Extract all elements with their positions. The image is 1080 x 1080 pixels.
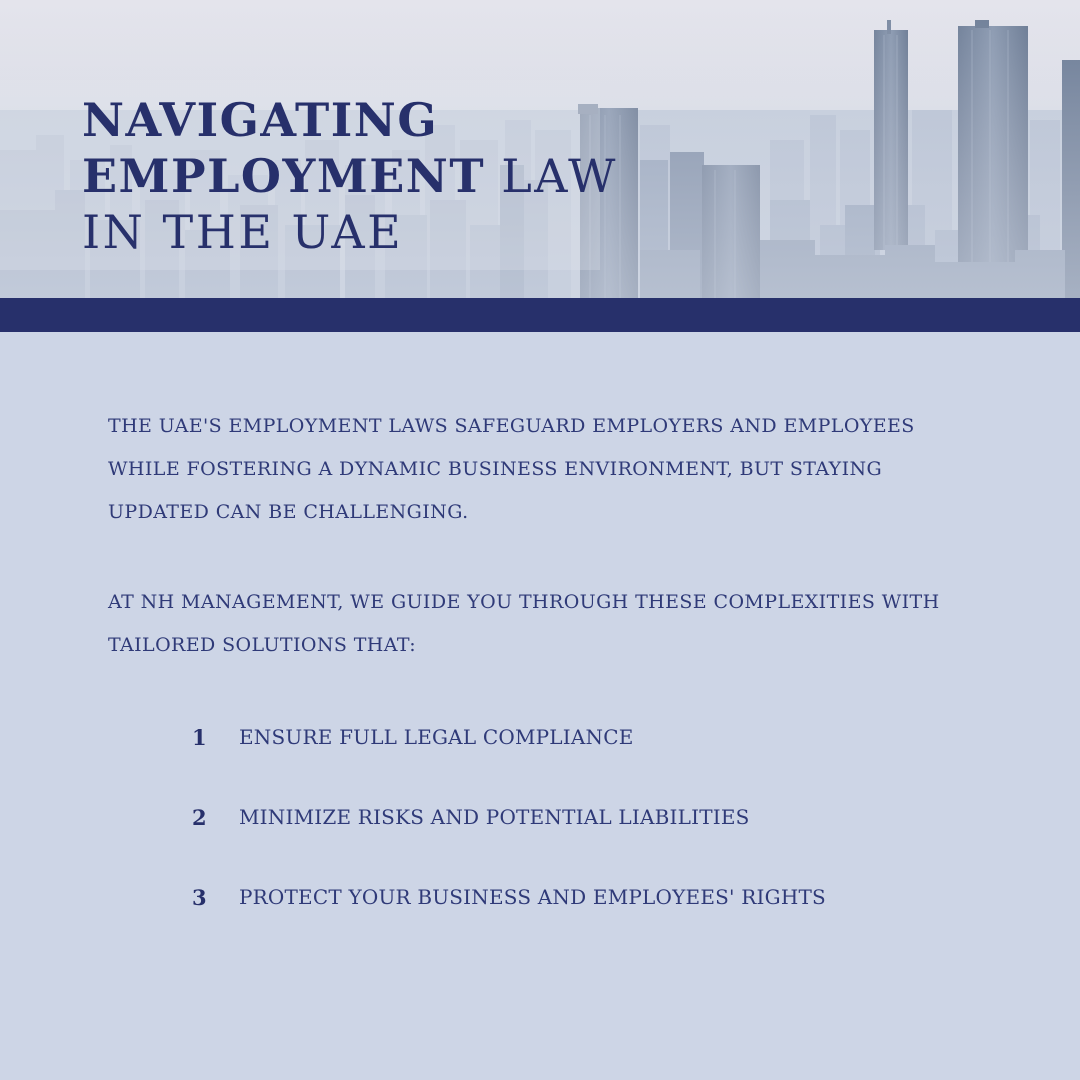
list-item (192, 717, 634, 757)
intro-paragraph: THE UAE'S EMPLOYMENT LAWS SAFEGUARD EMPLOYERS AND EMPLOYEES WHILE FOSTERING A DYNAMIC BUSINESS ENVIRONMENT, BUT STAYING UPDATED CAN BE CHALLENGING. (108, 415, 915, 523)
title-line-2-bold: EMPLOYMENT (82, 149, 486, 203)
skyline-banner (0, 0, 1080, 298)
list-number: 2 (192, 804, 207, 830)
list-text: MINIMIZE RISKS AND POTENTIAL LIABILITIES (239, 805, 750, 829)
title-line-2-light: LAW (501, 149, 618, 203)
list-item (192, 877, 826, 917)
solutions-paragraph: AT NH MANAGEMENT, WE GUIDE YOU THROUGH THESE COMPLEXITIES WITH TAILORED SOLUTIONS THAT: (108, 591, 940, 656)
page-title (82, 92, 642, 260)
list-number: 1 (192, 724, 207, 750)
list-item (192, 797, 750, 837)
title-line-1: NAVIGATING (82, 93, 439, 147)
divider-band (0, 298, 1080, 332)
title-line-3: IN THE UAE (82, 205, 404, 259)
list-text: PROTECT YOUR BUSINESS AND EMPLOYEES' RIGHTS (239, 885, 826, 909)
list-text: ENSURE FULL LEGAL COMPLIANCE (239, 725, 634, 749)
list-number: 3 (192, 884, 207, 910)
